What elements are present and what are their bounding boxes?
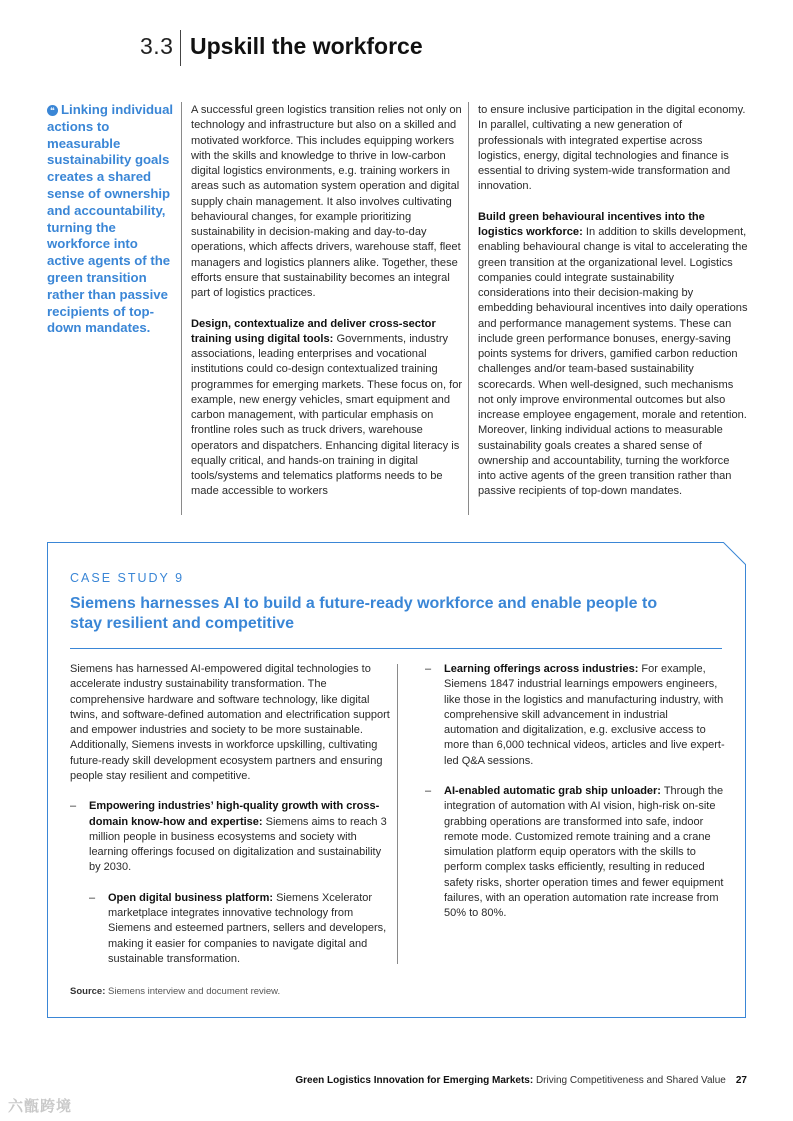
section-divider <box>180 30 181 66</box>
section-title: Upskill the workforce <box>190 33 423 59</box>
body-column-1 <box>191 103 463 515</box>
column-divider-left <box>181 102 182 515</box>
paragraph-heading: Build green behavioural incentives into the logistics workforce: <box>478 210 705 238</box>
body-paragraph <box>191 317 463 500</box>
bullet-text: Siemens aims to reach 3 million people in business ecosystems and society with learning offerings focused on digitalization and sustainability by 2030. <box>89 815 387 874</box>
list-item <box>70 799 390 875</box>
case-study-intro: Siemens has harnessed AI-empowered digital technologies to accelerate industry sustainability transformation. The comprehensive hardware and software technology, like digital twins, and software-defined automation and electrification support and empower industries and society to be more sustainable. Additionally, Siemens invests in workforce upskilling, cultivating future-ready skill development ecosystem partners and ensuring people stay resilient and competitive. <box>70 663 390 782</box>
paragraph-text: In addition to skills development, enabling behavioural change is vital to accelerating the green transition at the organizational level. Logistics companies could integrate sustainability considerations into their decision-making by embedding behavioural incentives into daily operations and performance management systems. These can include green performance bonuses, energy-saving points systems for drivers, gamified carbon reduction challenges and/or team-based sustainability scorecards. When well-designed, such mechanisms not only improve environmental outcomes but also increase employee engagement, morale and retention. Moreover, linking individual actions to measurable sustainability goals creates a shared sense of ownership and accountability, turning the workforce into active agents of the green transition rather than passive recipients of top-down mandates. <box>478 226 748 498</box>
case-study-source <box>70 986 280 997</box>
bullet-heading: Empowering industries’ high-quality growth with cross-domain know-how and expertise: <box>89 800 380 828</box>
source-label: Source: <box>70 986 106 997</box>
case-study-title: Siemens harnesses AI to build a future-ready workforce and enable people to stay resilient and competitive <box>70 595 658 632</box>
bullet-text: Siemens Xcelerator marketplace integrates innovative technology from Siemens and esteemed partners, sellers and developers, making it easier for companies to navigate digital and sustainable transformation. <box>108 891 387 965</box>
report-subtitle: Driving Competitiveness and Shared Value <box>533 1075 726 1086</box>
case-study-column-2 <box>425 662 725 937</box>
pull-quote-text: Linking individual actions to measurable sustainability goals creates a shared sense of ownership and accountability, turning the workforce into active agents of the green transition rather than passive recipients of top-down mandates. <box>47 102 174 336</box>
pull-quote <box>47 102 175 337</box>
report-title: Green Logistics Innovation for Emerging Markets: <box>295 1075 534 1086</box>
column-divider-middle <box>468 102 469 515</box>
bullet-text: For example, Siemens 1847 industrial learnings empowers engineers, like those in the logistics and manufacturing industry, with comprehensive skill advancement in industrial automation and digitalization, e.g. exclusive access to more than 6,000 technical videos, articles and live expert-led Q&A sessions. <box>444 663 725 767</box>
dash-bullet: – <box>425 663 432 675</box>
paragraph-heading: Design, contextualize and deliver cross-sector training using digital tools: <box>191 317 436 345</box>
source-text: Siemens interview and document review. <box>105 986 281 997</box>
list-item <box>425 662 725 769</box>
section-number: 3.3 <box>140 33 174 59</box>
case-study-column-1 <box>70 662 390 982</box>
bullet-text: Through the integration of automation with AI vision, high-risk on-site grabbing operations are transformed into safe, indoor remote mode. Customized remote training and a crane simulation platform equip operators with the skills to perform complex tasks efficiently, resulting in reduced safety risks, shorter operation times and fewer equipment failures, with an operation automation rate increase from 50% to 80%. <box>444 785 724 919</box>
quote-icon: ❝ <box>47 105 58 116</box>
bullet-heading: AI-enabled automatic grab ship unloader: <box>444 785 661 797</box>
bullet-heading: Learning offerings across industries: <box>444 663 639 675</box>
paragraph-text: Governments, industry associations, leading enterprises and vocational institutions could co-design contextualized training programmes for emerging markets. These focus on, for example, new energy vehicles, smart equipment and carbon management, with particular emphasis on frontline roles such as truck drivers, warehouse operators and dispatchers. Enhancing digital literacy is equally critical, and hands-on training in digital tools/systems and telematics platforms needs to be made accessible to workers <box>191 332 463 498</box>
dash-bullet: – <box>425 785 432 797</box>
dash-bullet: – <box>70 800 77 813</box>
dash-bullet: – <box>89 891 96 904</box>
page-footer <box>295 1075 747 1086</box>
sub-list-item <box>70 891 390 967</box>
case-study-rule <box>70 648 722 649</box>
case-study-column-divider <box>397 664 398 964</box>
list-item <box>425 784 725 921</box>
body-paragraph: to ensure inclusive participation in the digital economy. In parallel, cultivating a new generation of professionals with integrated expertise across logistics, energy, digital technologies and finance is essential to driving system-wide transformation and innovation. <box>478 104 746 193</box>
body-paragraph <box>478 210 748 500</box>
body-paragraph: A successful green logistics transition relies not only on technology and infrastructure but also on a skilled and motivated workforce. This includes equipping workers with the skills and knowledge to thrive in low-carbon digital logistics environments, e.g. training workers in areas such as automation system operation and digital supply chain management. It also involves cultivating behavioural changes, for example prioritizing sustainability in decision-making and day-to-day operations, which affects drivers, warehouse staff, fleet managers and logistics planners alike. Together, these efforts ensure that sustainability becomes an integral part of logistics practices. <box>191 104 462 299</box>
bullet-heading: Open digital business platform: <box>108 891 274 904</box>
body-column-2 <box>478 103 748 515</box>
watermark-logo: 六甑跨境 <box>8 1098 73 1115</box>
page-number: 27 <box>735 1075 747 1086</box>
case-study-label: CASE STUDY 9 <box>70 571 185 585</box>
